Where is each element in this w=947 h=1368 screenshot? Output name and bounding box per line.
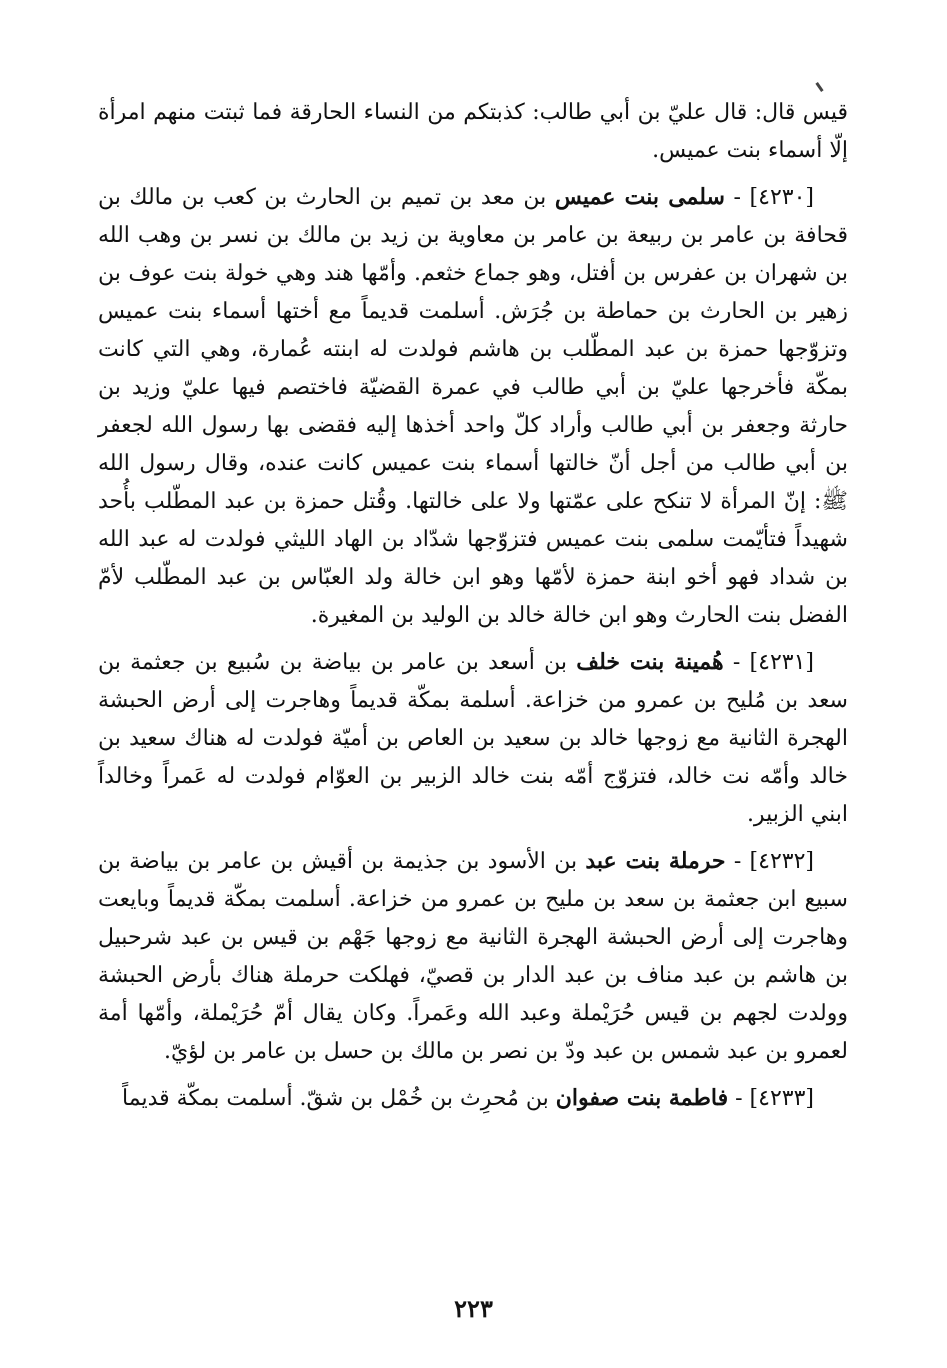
entry-4231-number: [٤٢٣١] (749, 650, 814, 675)
entry-4231 (98, 643, 848, 834)
entry-4232 (98, 842, 848, 1071)
entry-4231-name: هُمينة بنت خلف (576, 649, 724, 675)
entry-4232-separator: - (733, 849, 742, 874)
entry-4233-name: فاطمة بنت صفوان (555, 1085, 729, 1111)
entry-4230-name: سلمى بنت عميس (554, 184, 725, 210)
entry-4233-number: [٤٢٣٣] (749, 1086, 814, 1111)
entry-4233 (98, 1079, 848, 1118)
entry-4232-text: بن الأسود بن جذيمة بن أقيش بن عامر بن بياضة بن سبيع ابن جعثمة بن سعد بن مليح بن عمرو من خزاعة. أسلمت بمكّة قديماً وبايعت وهاجرت إلى أرض الحبشة الهجرة الثانية مع زوجها جَهْم بن قيس بن عبد شرحبيل بن هاشم بن عبد مناف بن عبد الدار بن قصيّ، فهلكت حرملة هناك بأرض الحبشة وولدت لجهم بن قيس حُرَيْملة وعبد الله وعَمراً. وكان يقال أمّ حُرَيْملة، وأمّها أمة لعمرو بن عبد شمس بن عبد ودّ بن نصر بن مالك بن حسل بن عامر بن لؤيّ. (98, 849, 848, 1064)
paragraph-intro (98, 94, 848, 170)
entry-4231-text: بن أسعد بن عامر بن بياضة بن سُبيع بن جعثمة بن سعد بن مُليح بن عمرو من خزاعة. أسلمة بمكّة قديماً وهاجرت إلى أرض الحبشة الهجرة الثانية مع زوجها خالد بن سعيد بن العاص بن أميّة فولدت له هناك سعيد بن خالد وأمّه نت خالد، فتزوّج أمّه بنت خالد الزبير بن العوّام فولدت له عَمراً وخالداً ابني الزبير. (98, 650, 848, 827)
paragraph-intro-text: قيس قال: قال عليّ بن أبي طالب: كذبتكم من النساء الحارقة فما ثبتت منهم امرأة إلّا أسماء بنت عميس. (98, 100, 848, 163)
entry-4230-separator: - (733, 185, 741, 210)
page-number: ٢٢٣ (454, 1294, 493, 1323)
entry-4230-text: بن معد بن تميم بن الحارث بن كعب بن مالك بن قحافة بن عامر بن ربيعة بن عامر بن معاوية بن زيد بن مالك بن نسر بن وهب الله بن شهران بن عفرس بن أفتل، وهو جماع خثعم. وأمّها هند وهي خولة بنت عوف بن زهير بن الحارث بن حماطة بن جُرَش. أسلمت قديماً مع أختها أسماء بنت عميس وتزوّجها حمزة بن عبد المطّلب بن هاشم فولدت له ابنته عُمارة، وهي التي كانت بمكّة فأخرجها عليّ بن أبي طالب في عمرة القضيّة فاختصم فيها عليّ وزيد بن حارثة وجعفر بن أبي طالب وأراد كلّ واحد أخذها إليه فقضى بها رسول الله لجعفر بن أبي طالب من أجل أنّ خالتها أسماء بنت عميس كانت عنده، وقال رسول الله ﷺ: إنّ المرأة لا تنكح على عمّتها ولا على خالتها. وقُتل حمزة بن عبد المطّلب بأُحد شهيداً فتأيّمت سلمى بنت عميس فتزوّجها شدّاد بن الهاد الليثي فولدت له عبد الله بن شداد فهو أخو ابنة حمزة لأمّها وهو ابن خالة ولد العبّاس بن عبد المطّلب لأمّ الفضل بنت الحارث وهو ابن خالة خالد بن الوليد بن المغيرة. (98, 185, 848, 628)
scan-mark (815, 82, 823, 92)
entry-4231-separator: - (732, 650, 741, 675)
entry-4230 (98, 178, 848, 635)
entry-4232-name: حرملة بنت عبد (585, 848, 726, 874)
main-text (98, 94, 848, 1126)
entry-4230-number: [٤٢٣٠] (749, 185, 814, 210)
entry-4233-text: بن مُحرِث بن خُمْل بن شقّ. أسلمت بمكّة قديماً (122, 1086, 549, 1111)
entry-4233-separator: - (735, 1086, 743, 1111)
entry-4232-number: [٤٢٣٢] (749, 849, 814, 874)
